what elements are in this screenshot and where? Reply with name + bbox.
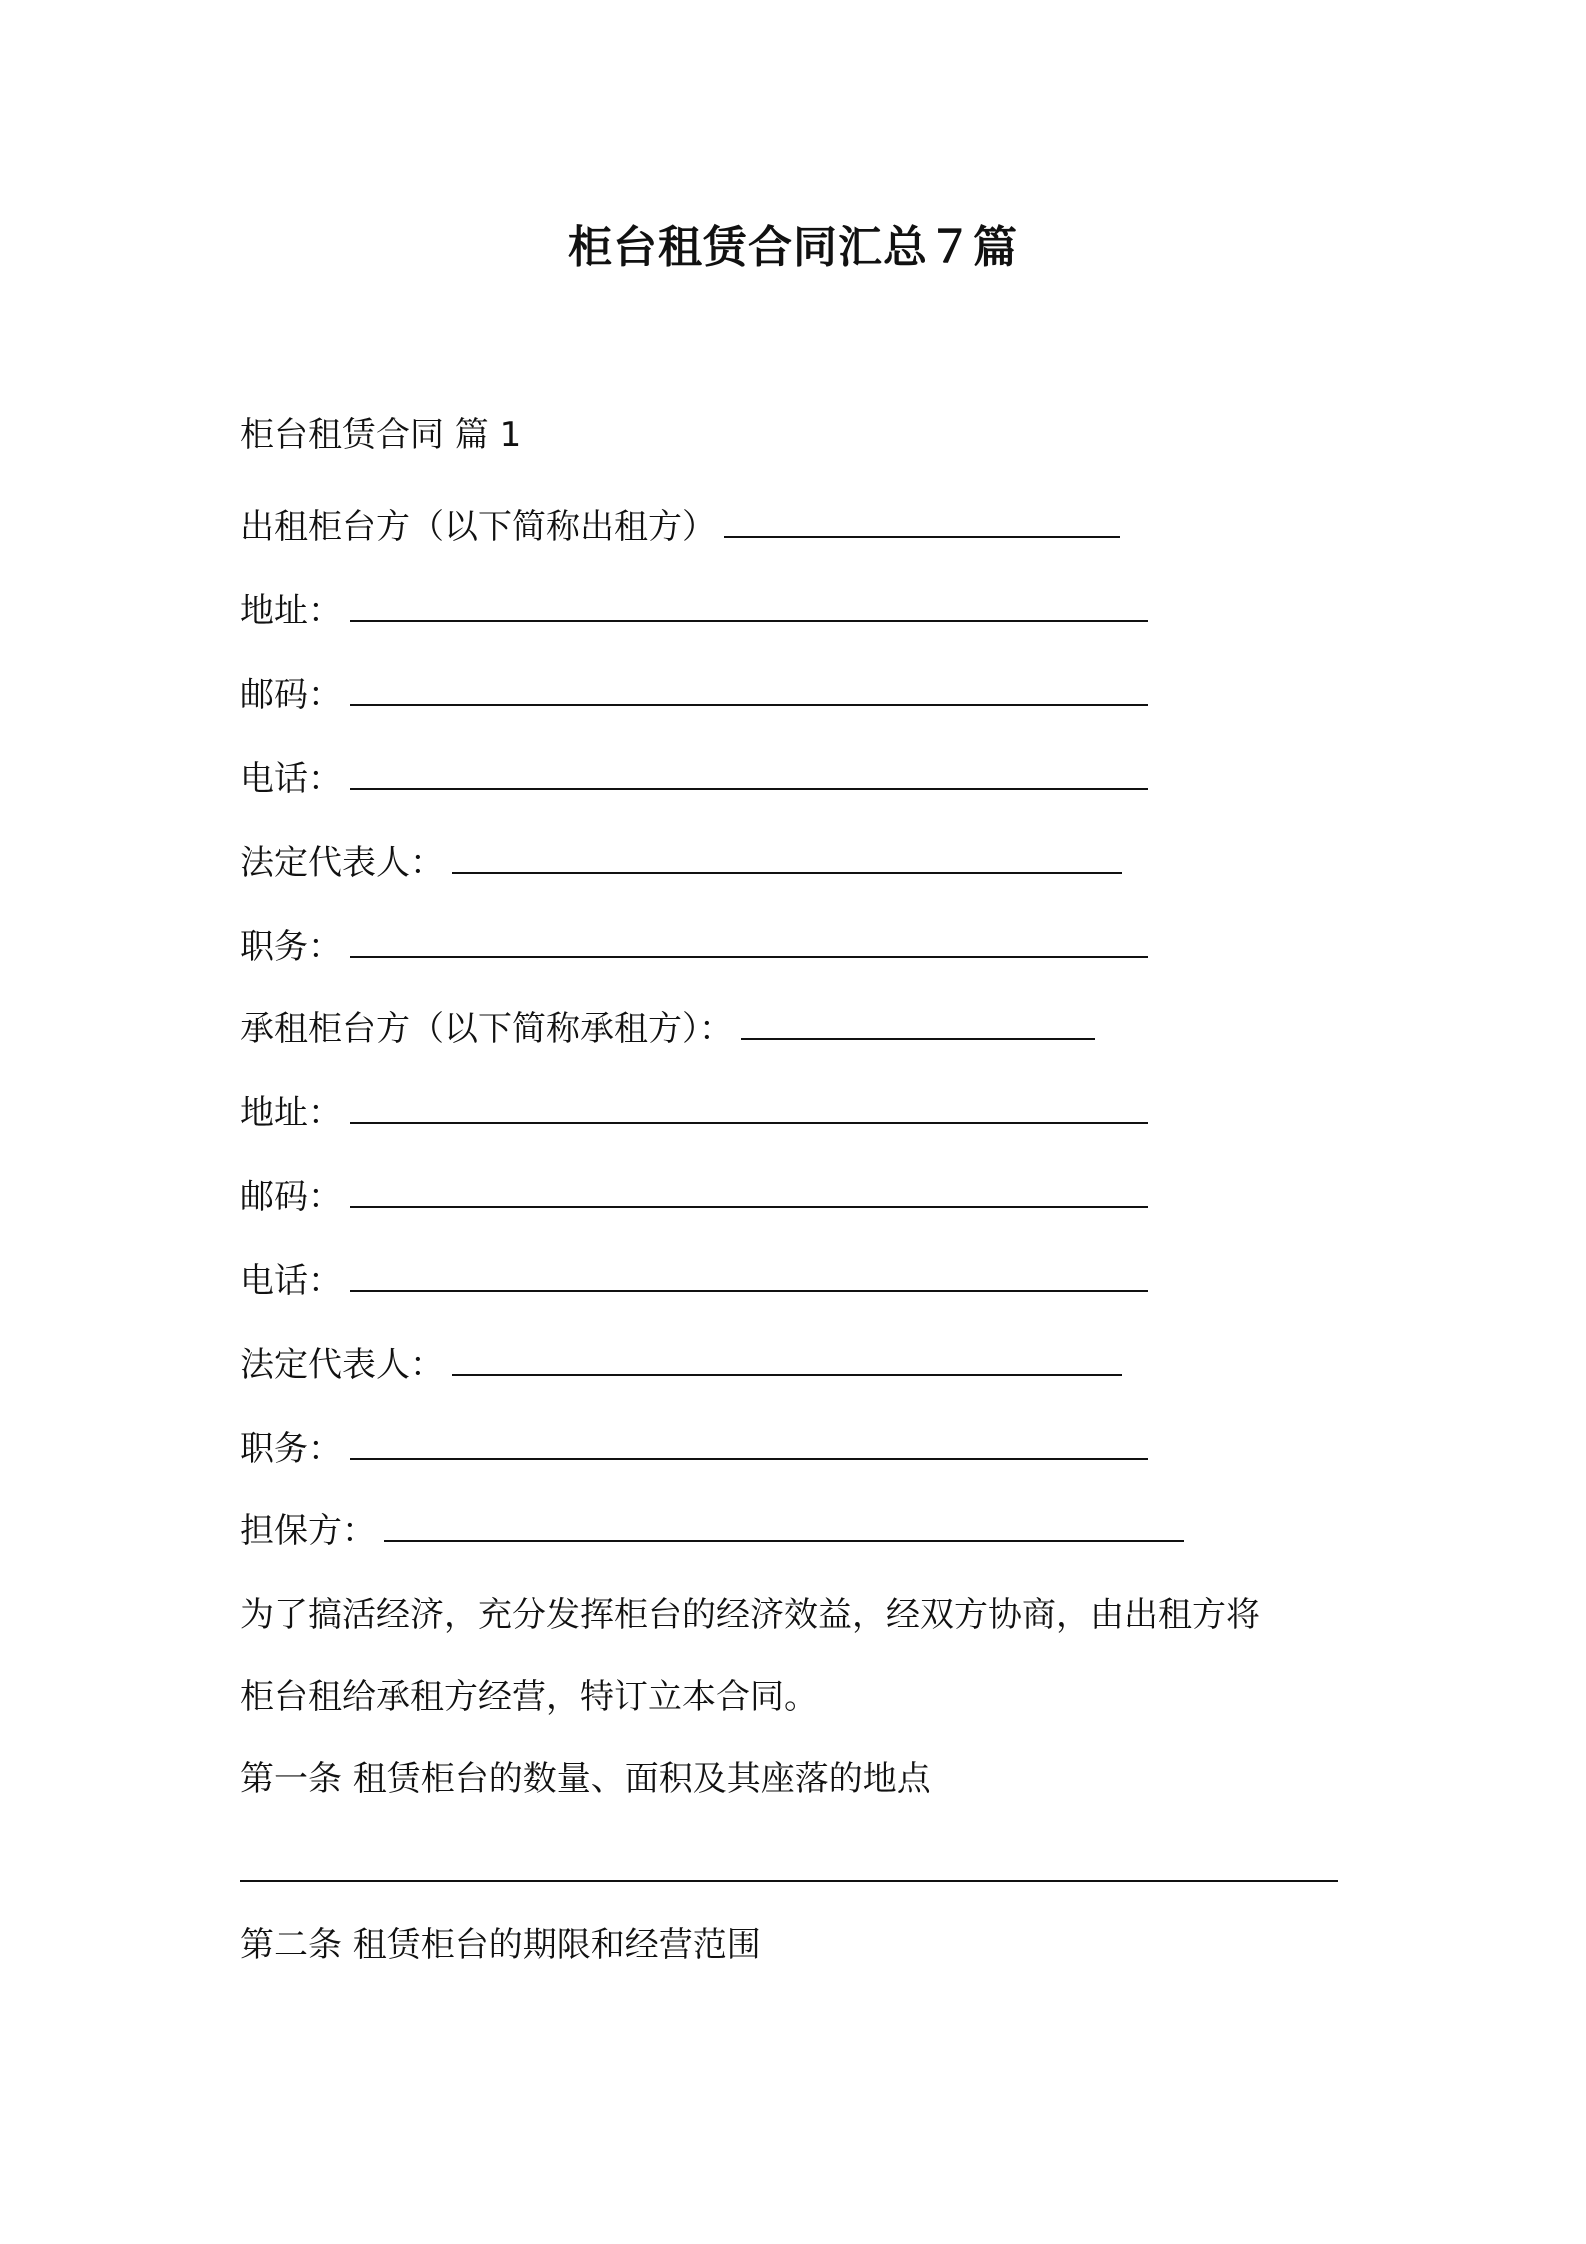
lessee-position-label: 职务： bbox=[240, 1429, 342, 1469]
lessor-label: 出租柜台方（以下简称出租方） bbox=[240, 507, 716, 547]
lessee-phone-blank bbox=[350, 1256, 1148, 1292]
lessee-position-row bbox=[240, 1424, 1148, 1474]
lessee-postcode-label: 邮码： bbox=[240, 1177, 342, 1217]
lessee-postcode-row bbox=[240, 1172, 1148, 1222]
page-title: 柜台租赁合同汇总７篇 bbox=[568, 222, 1018, 273]
lessor-legal-rep-blank bbox=[452, 838, 1122, 874]
guarantor-blank bbox=[384, 1506, 1184, 1542]
lessee-address-label: 地址： bbox=[240, 1093, 342, 1133]
lessor-blank bbox=[724, 502, 1120, 538]
guarantor-row bbox=[240, 1506, 1184, 1556]
article-2-heading: 第二条 租赁柜台的期限和经营范围 bbox=[240, 1925, 761, 1965]
lessee-blank bbox=[741, 1004, 1095, 1040]
lessee-phone-label: 电话： bbox=[240, 1261, 342, 1301]
lessor-address-label: 地址： bbox=[240, 591, 342, 631]
lessor-row bbox=[240, 502, 1120, 552]
intro-line-2: 柜台租给承租方经营，特订立本合同。 bbox=[240, 1677, 818, 1717]
guarantor-label: 担保方： bbox=[240, 1511, 376, 1551]
lessee-position-blank bbox=[350, 1424, 1148, 1460]
lessor-address-blank bbox=[350, 586, 1148, 622]
lessor-legal-rep-label: 法定代表人： bbox=[240, 843, 444, 883]
lessee-postcode-blank bbox=[350, 1172, 1148, 1208]
lessor-postcode-label: 邮码： bbox=[240, 675, 342, 715]
section-heading: 柜台租赁合同 篇 1 bbox=[240, 415, 522, 455]
lessor-phone-blank bbox=[350, 754, 1148, 790]
lessor-postcode-blank bbox=[350, 670, 1148, 706]
lessee-row bbox=[240, 1004, 1095, 1054]
lessee-phone-row bbox=[240, 1256, 1148, 1306]
lessor-address-row bbox=[240, 586, 1148, 636]
lessee-legal-rep-blank bbox=[452, 1340, 1122, 1376]
lessee-legal-rep-label: 法定代表人： bbox=[240, 1345, 444, 1385]
lessee-address-blank bbox=[350, 1088, 1148, 1124]
article-1-blank bbox=[240, 1880, 1338, 1882]
article-1-heading: 第一条 租赁柜台的数量、面积及其座落的地点 bbox=[240, 1759, 931, 1799]
lessor-legal-rep-row bbox=[240, 838, 1122, 888]
lessor-phone-label: 电话： bbox=[240, 759, 342, 799]
lessor-position-label: 职务： bbox=[240, 927, 342, 967]
lessor-position-row bbox=[240, 922, 1148, 972]
lessee-address-row bbox=[240, 1088, 1148, 1138]
lessor-phone-row bbox=[240, 754, 1148, 804]
intro-line-1: 为了搞活经济，充分发挥柜台的经济效益，经双方协商，由出租方将 bbox=[240, 1595, 1260, 1635]
lessor-postcode-row bbox=[240, 670, 1148, 720]
lessee-label: 承租柜台方（以下简称承租方）： bbox=[240, 1009, 733, 1049]
lessor-position-blank bbox=[350, 922, 1148, 958]
lessee-legal-rep-row bbox=[240, 1340, 1122, 1390]
